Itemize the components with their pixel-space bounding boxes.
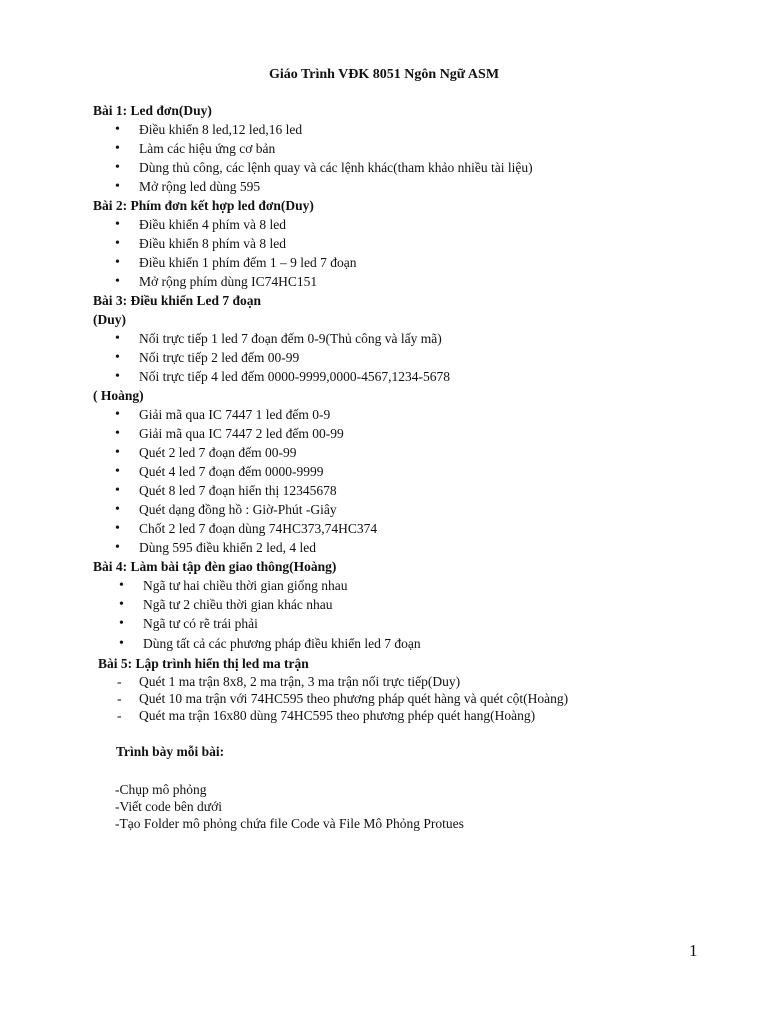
list-item: • Giải mã qua IC 7447 2 led đếm 00-99 [93,424,733,443]
list-item: • Ngã tư hai chiều thời gian giống nhau [93,576,733,595]
page-number: 1 [689,941,698,960]
list-item: • Nối trực tiếp 2 led đếm 00-99 [93,348,733,367]
list-item: -Chụp mô phỏng [115,782,207,797]
list-item: - Quét 10 ma trận với 74HC595 theo phương pháp quét hàng và quét cột(Hoàng) [93,690,733,707]
lesson-1-list [93,120,733,196]
list-item: • Quét 8 led 7 đoạn hiển thị 12345678 [93,481,733,500]
lesson-3-group-1-list [93,329,733,386]
list-item: • Quét dạng đồng hồ : Giờ-Phút -Giây [93,500,733,519]
list-item: - Quét ma trận 16x80 dùng 74HC595 theo phương phép quét hang(Hoàng) [93,707,733,724]
list-item: • Quét 2 led 7 đoạn đếm 00-99 [93,443,733,462]
list-item: • Điều khiển 4 phím và 8 led [93,215,733,234]
presentation-list [93,781,733,832]
list-item: • Mở rộng phím dùng IC74HC151 [93,272,733,291]
lesson-3-group-2-label: ( Hoàng) [93,388,144,403]
list-item: • Giải mã qua IC 7447 1 led đếm 0-9 [93,405,733,424]
list-item: • Điều khiển 8 led,12 led,16 led [93,120,733,139]
list-item: • Ngã tư có rẽ trái phải [93,614,733,633]
lesson-5-heading: Bài 5: Lập trình hiển thị led ma trận [98,656,309,671]
lesson-5-list [93,673,733,724]
lesson-3-group-1-label: (Duy) [93,312,126,327]
list-item: • Quét 4 led 7 đoạn đếm 0000-9999 [93,462,733,481]
presentation-heading: Trình bày mỗi bài: [116,744,225,759]
lesson-3-heading: Bài 3: Điều khiển Led 7 đoạn [93,293,262,308]
list-item: • Ngã tư 2 chiều thời gian khác nhau [93,595,733,614]
list-item: • Làm các hiệu ứng cơ bản [93,139,733,158]
list-item: • Dùng 595 điều khiển 2 led, 4 led [93,538,733,557]
lesson-3-group-2-list [93,405,733,557]
list-item: -Viết code bên dưới [115,799,222,814]
list-item: • Chốt 2 led 7 đoạn dùng 74HC373,74HC374 [93,519,733,538]
list-item: • Dùng thủ công, các lệnh quay và các lệnh khác(tham khảo nhiều tài liệu) [93,158,733,177]
lesson-2-list [93,215,733,291]
page-title: Giáo Trình VĐK 8051 Ngôn Ngữ ASM [268,67,500,82]
list-item: -Tạo Folder mô phỏng chứa file Code và File Mô Phỏng Protues [115,816,464,831]
lesson-1-heading: Bài 1: Led đơn(Duy) [93,103,212,118]
list-item: • Điều khiển 8 phím và 8 led [93,234,733,253]
list-item: • Nối trực tiếp 4 led đếm 0000-9999,0000-4567,1234-5678 [93,367,733,386]
list-item: • Mở rộng led dùng 595 [93,177,733,196]
list-item: • Nối trực tiếp 1 led 7 đoạn đếm 0-9(Thủ công và lấy mã) [93,329,733,348]
list-item: - Quét 1 ma trận 8x8, 2 ma trận, 3 ma trận nối trực tiếp(Duy) [93,673,733,690]
list-item: • Điều khiển 1 phím đếm 1 – 9 led 7 đoạn [93,253,733,272]
list-item: • Dùng tất cả các phương pháp điều khiển led 7 đoạn [93,633,733,654]
lesson-4-heading: Bài 4: Làm bài tập đèn giao thông(Hoàng) [93,559,337,574]
document-body [93,101,733,832]
lesson-4-list [93,576,733,654]
lesson-2-heading: Bài 2: Phím đơn kết hợp led đơn(Duy) [93,198,314,213]
